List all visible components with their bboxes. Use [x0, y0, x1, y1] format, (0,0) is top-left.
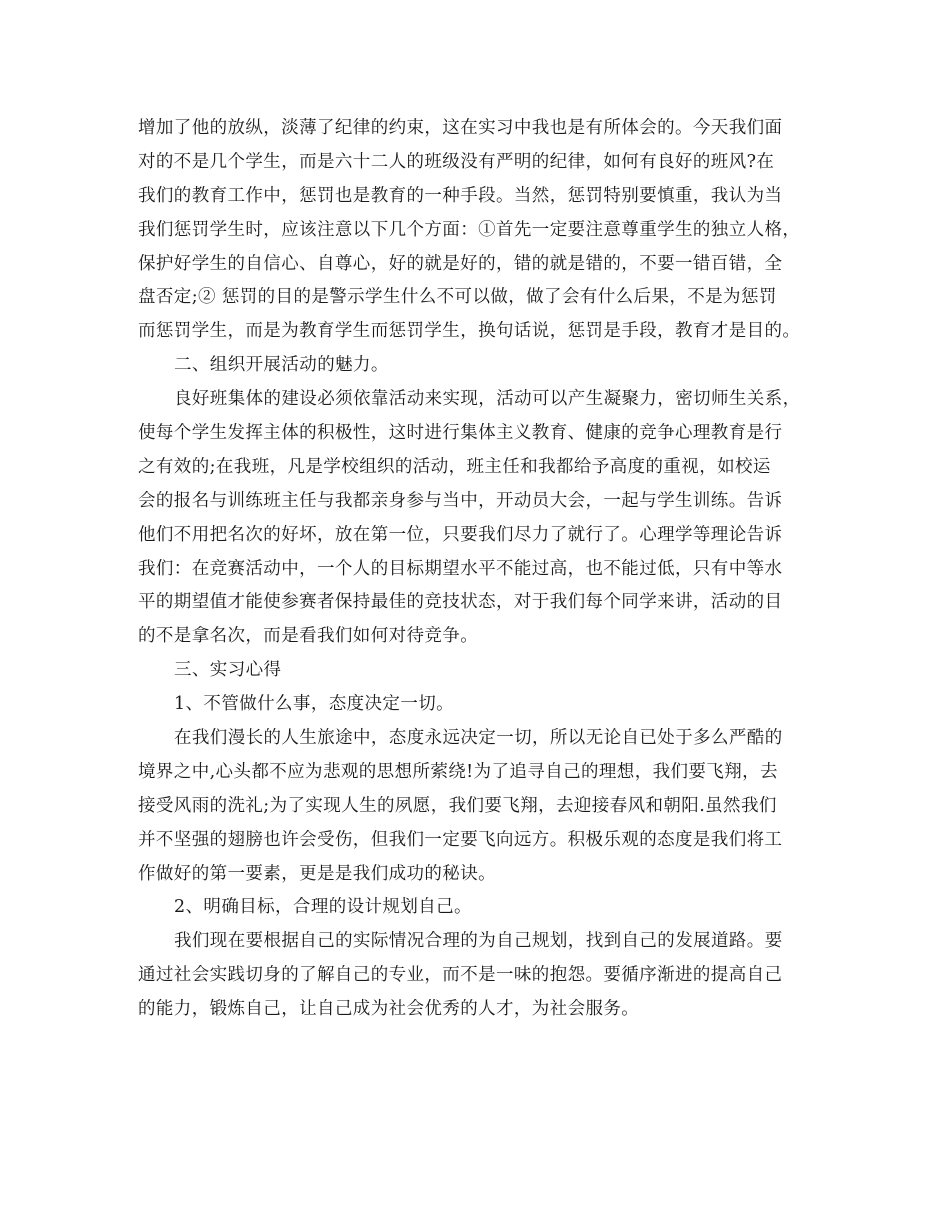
paragraph: [138, 925, 828, 1027]
text-line: 2、明确目标，合理的设计规划自己。: [174, 897, 472, 918]
text-line: 境界之中,心头都不应为悲观的思想所萦绕!为了追寻自己的理想，我们要飞翔，去: [138, 761, 778, 782]
text-line: 盘否定;② 惩罚的目的是警示学生什么不可以做，做了会有什么后果，不是为惩罚: [138, 287, 777, 308]
text-line: 在我们漫长的人生旅途中，态度永远决定一切，所以无论自已处于多么严酷的: [174, 728, 783, 749]
paragraph: [138, 654, 828, 688]
text-line: 三、实习心得: [174, 660, 282, 681]
text-line: 使每个学生发挥主体的积极性，这时进行集体主义教育、健康的竞争心理教育是行: [138, 423, 783, 444]
text-line: 而惩罚学生，而是为教育学生而惩罚学生，换句话说，惩罚是手段，教育才是目的。: [138, 321, 801, 342]
text-line: 增加了他的放纵，淡薄了纪律的约束，这在实习中我也是有所体会的。今天我们面: [138, 118, 783, 138]
text-line: 1、不管做什么事，态度决定一切。: [174, 694, 455, 715]
text-line: 我们惩罚学生时，应该注意以下几个方面：①首先一定要注意尊重学生的独立人格，: [138, 219, 801, 240]
text-line: 之有效的;在我班，凡是学校组织的活动，班主任和我都给予高度的重视，如校运: [138, 456, 771, 477]
text-line: 作做好的第一要素，更是是我们成功的秘诀。: [138, 863, 496, 884]
text-line: 我们的教育工作中，惩罚也是教育的一种手段。当然，惩罚特别要慎重，我认为当: [138, 185, 783, 206]
text-line: 会的报名与训练班主任与我都亲身参与当中，开动员大会，一起与学生训练。告诉: [138, 490, 783, 511]
paragraph: [138, 688, 828, 722]
text-line: 良好班集体的建设必须依靠活动来实现，活动可以产生凝聚力，密切师生关系，: [174, 389, 801, 410]
text-line: 的不是拿名次，而是看我们如何对待竞争。: [138, 626, 479, 647]
text-line: 通过社会实践切身的了解自己的专业，而不是一味的抱怨。要循序渐进的提高自己: [138, 965, 783, 986]
text-line: 的能力，锻炼自己，让自己成为社会优秀的人才，为社会服务。: [138, 999, 640, 1020]
text-line: 并不坚强的翅膀也许会受伤，但我们一定要飞向远方。积极乐观的态度是我们将工: [138, 829, 783, 850]
text-line: 他们不用把名次的好坏，放在第一位，只要我们尽力了就行了。心理学等理论告诉: [138, 524, 783, 545]
text-line: 二、组织开展活动的魅力。: [174, 355, 389, 376]
text-line: 我们现在要根据自己的实际情况合理的为自己规划，找到自己的发展道路。要: [174, 931, 783, 952]
paragraph: [138, 383, 828, 654]
text-line: 对的不是几个学生，而是六十二人的班级没有严明的纪律，如何有良好的班风?在: [138, 151, 775, 172]
document-body: [138, 112, 828, 1027]
text-line: 保护好学生的自信心、自尊心，好的就是好的，错的就是错的，不要一错百错，全: [138, 253, 783, 274]
paragraph: [138, 722, 828, 891]
paragraph: [138, 349, 828, 383]
text-line: 平的期望值才能使参赛者保持最佳的竞技状态，对于我们每个同学来讲，活动的目: [138, 592, 783, 613]
text-line: 接受风雨的洗礼;为了实现人生的夙愿，我们要飞翔，去迎接春风和朝阳.虽然我们: [138, 795, 777, 816]
paragraph: [138, 891, 828, 925]
paragraph: [138, 112, 828, 349]
text-line: 我们：在竞赛活动中，一个人的目标期望水平不能过高，也不能过低，只有中等水: [138, 558, 783, 579]
